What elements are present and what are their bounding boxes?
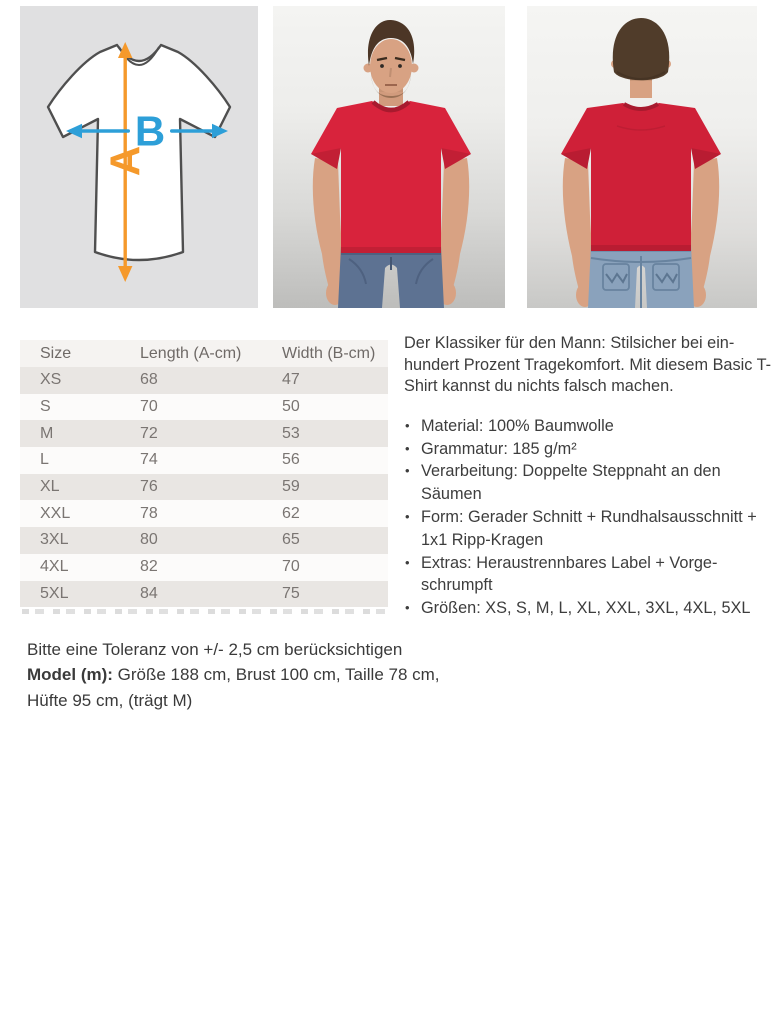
- table-row: [20, 581, 388, 608]
- column-header-size: Size: [20, 340, 120, 367]
- table-row: [20, 527, 388, 554]
- model-front-illustration: [273, 6, 505, 308]
- cell-width: 50: [262, 394, 388, 421]
- model-back-illustration: [527, 6, 757, 308]
- cell-length: 76: [120, 474, 262, 501]
- feature-extras: • Extras: Heraustrennbares Label + Vorgeschrumpft: [404, 552, 774, 598]
- model-note-label: Model (m):: [27, 665, 113, 685]
- column-header-length: Length (A-cm): [120, 340, 262, 367]
- cell-length: 82: [120, 554, 262, 581]
- table-row: [20, 554, 388, 581]
- width-label: B: [134, 107, 166, 155]
- column-header-width: Width (B-cm): [262, 340, 388, 367]
- size-diagram-panel: [20, 6, 258, 308]
- measurement-notes: [27, 637, 447, 713]
- feature-material: • Material: 100% Baumwolle: [404, 415, 774, 438]
- cell-size: L: [20, 447, 120, 474]
- table-row: [20, 394, 388, 421]
- cell-size: XXL: [20, 500, 120, 527]
- cell-size: 3XL: [20, 527, 120, 554]
- cell-width: 47: [262, 367, 388, 394]
- cell-size: XL: [20, 474, 120, 501]
- model-note-details: Größe 188 cm, Brust 100 cm, Taille 78 cm, Hüfte 95 cm, (trägt M): [27, 665, 440, 710]
- feature-groessen: • Größen: XS, S, M, L, XL, XXL, 3XL, 4XL, 5XL: [404, 597, 774, 620]
- cell-size: S: [20, 394, 120, 421]
- table-row: [20, 474, 388, 501]
- feature-list: [404, 415, 774, 620]
- model-back-photo: [527, 6, 757, 308]
- cell-width: 70: [262, 554, 388, 581]
- cell-size: 4XL: [20, 554, 120, 581]
- cell-width: 75: [262, 581, 388, 608]
- cell-length: 78: [120, 500, 262, 527]
- clipped-next-row-artifact: [22, 609, 386, 614]
- feature-verarbeitung: • Verarbeitung: Doppelte Steppnaht an den Säumen: [404, 460, 774, 506]
- cell-length: 72: [120, 420, 262, 447]
- product-description: [404, 333, 774, 620]
- size-chart-table: [20, 340, 388, 607]
- table-row: [20, 447, 388, 474]
- cell-length: 68: [120, 367, 262, 394]
- cell-length: 74: [120, 447, 262, 474]
- cell-width: 53: [262, 420, 388, 447]
- cell-length: 70: [120, 394, 262, 421]
- cell-width: 65: [262, 527, 388, 554]
- description-intro: Der Klassiker für den Mann: Stilsicher bei einhundert Prozent Tragekomfort. Mit diesem Basic T-Shirt kannst du nichts falsch machen.: [404, 334, 772, 396]
- table-row: [20, 420, 388, 447]
- table-row: [20, 367, 388, 394]
- cell-size: XS: [20, 367, 120, 394]
- cell-length: 80: [120, 527, 262, 554]
- cell-size: 5XL: [20, 581, 120, 608]
- feature-grammatur: • Grammatur: 185 g/m²: [404, 438, 774, 461]
- feature-form: • Form: Gerader Schnitt + Rundhalsausschnitt + 1x1 Ripp-Kragen: [404, 506, 774, 552]
- cell-size: M: [20, 420, 120, 447]
- tolerance-note: Bitte eine Toleranz von +/- 2,5 cm berücksichtigen: [27, 640, 403, 659]
- tshirt-measure-diagram: [20, 6, 258, 308]
- cell-width: 62: [262, 500, 388, 527]
- model-front-photo: [273, 6, 505, 308]
- cell-length: 84: [120, 581, 262, 608]
- table-row: [20, 500, 388, 527]
- cell-width: 59: [262, 474, 388, 501]
- length-label: A: [101, 145, 149, 177]
- cell-width: 56: [262, 447, 388, 474]
- model-note: [27, 662, 447, 713]
- table-header-row: [20, 340, 388, 367]
